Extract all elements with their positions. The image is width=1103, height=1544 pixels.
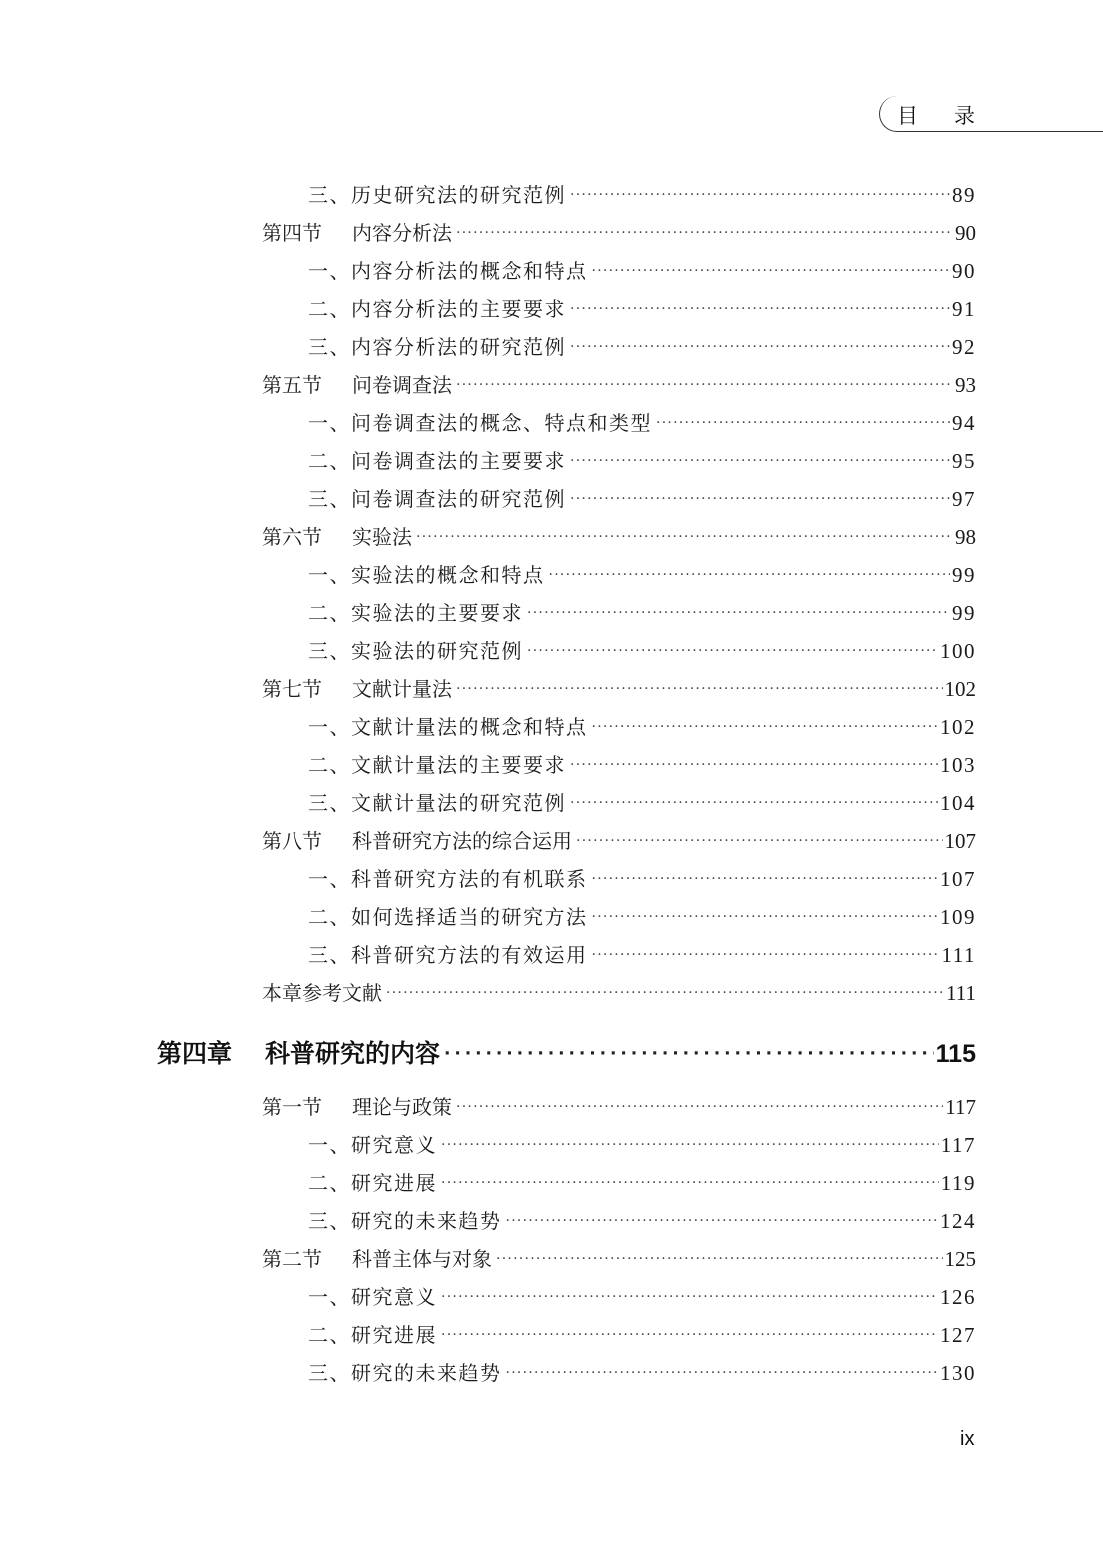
toc-entry-title: 本章参考文献	[262, 981, 382, 1005]
toc-entry-title: 二、问卷调查法的主要要求	[308, 449, 566, 473]
toc-entry-page: 102	[944, 677, 976, 701]
toc-subsection-entry	[308, 898, 976, 936]
toc-entry-title: 三、文献计量法的研究范例	[308, 791, 566, 815]
toc-entry-title: 一、实验法的概念和特点	[308, 563, 545, 587]
dot-leader	[652, 404, 950, 442]
toc-entry-page: 130	[940, 1361, 976, 1385]
toc-entry-title: 内容分析法	[352, 221, 452, 245]
dot-leader	[502, 1354, 939, 1392]
toc-entry-number: 第四节	[262, 221, 322, 245]
toc-entry-page: 117	[940, 1133, 976, 1157]
dot-leader	[412, 518, 953, 556]
toc-subsection-entry	[308, 442, 976, 480]
toc-entry-title: 一、科普研究方法的有机联系	[308, 867, 588, 891]
dot-leader	[566, 746, 938, 784]
toc-subsection-entry	[308, 556, 976, 594]
toc-entry-title: 二、实验法的主要要求	[308, 601, 523, 625]
dot-leader	[588, 252, 951, 290]
toc-section-entry	[262, 974, 976, 1012]
toc-entry-title: 三、研究的未来趋势	[308, 1209, 502, 1233]
toc-entry-title: 科普研究方法的综合运用	[352, 829, 572, 853]
toc-subsection-entry	[308, 1278, 976, 1316]
toc-subsection-entry	[308, 480, 976, 518]
toc-entry-page: 107	[940, 867, 976, 891]
toc-entry-page: 100	[940, 639, 976, 663]
running-header-title: 目录	[897, 104, 1011, 128]
toc-section-entry	[262, 822, 976, 860]
toc-entry-title: 一、研究意义	[308, 1285, 437, 1309]
toc-entry-number: 第八节	[262, 829, 322, 853]
dot-leader	[502, 1202, 939, 1240]
dot-leader	[566, 176, 950, 214]
toc-entry-page: 126	[940, 1285, 976, 1309]
dot-leader	[572, 822, 943, 860]
toc-entry-page: 119	[940, 1171, 976, 1195]
toc-entry-page: 90	[955, 221, 976, 245]
toc-chapter-entry	[157, 1032, 976, 1076]
toc-entry-page: 98	[955, 525, 976, 549]
toc-entry-page: 127	[940, 1323, 976, 1347]
toc-entry-title: 三、历史研究法的研究范例	[308, 183, 566, 207]
dot-leader	[452, 214, 953, 252]
toc-section-entry	[262, 670, 976, 708]
dot-leader	[588, 860, 939, 898]
toc-entry-page: 117	[945, 1095, 976, 1119]
toc-entry-page: 99	[952, 601, 976, 625]
toc-entry-title: 科普研究的内容	[265, 1039, 441, 1068]
toc-subsection-entry	[308, 1164, 976, 1202]
toc-entry-page: 125	[944, 1247, 976, 1271]
toc-entry-title: 二、文献计量法的主要要求	[308, 753, 566, 777]
toc-entry-number: 第一节	[262, 1095, 322, 1119]
dot-leader	[523, 594, 950, 632]
toc-subsection-entry	[308, 328, 976, 366]
dot-leader	[492, 1240, 943, 1278]
toc-subsection-entry	[308, 1354, 976, 1392]
toc-entry-page: 111	[941, 943, 976, 967]
toc-entry-number: 第七节	[262, 677, 322, 701]
dot-leader	[452, 1088, 943, 1126]
toc-entry-page: 115	[935, 1040, 976, 1068]
toc-entry-title: 三、内容分析法的研究范例	[308, 335, 566, 359]
dot-leader	[452, 670, 943, 708]
dot-leader	[437, 1278, 938, 1316]
dot-leader	[566, 442, 950, 480]
toc-subsection-entry	[308, 290, 976, 328]
dot-leader	[437, 1164, 939, 1202]
dot-leader	[523, 632, 938, 670]
toc-entry-page: 107	[944, 829, 976, 853]
toc-subsection-entry	[308, 1202, 976, 1240]
toc-entry-page: 103	[940, 753, 976, 777]
toc-entry-page: 97	[952, 487, 976, 511]
dot-leader	[437, 1126, 939, 1164]
page-number: ix	[960, 1428, 975, 1450]
toc-subsection-entry	[308, 1126, 976, 1164]
dot-leader	[588, 708, 939, 746]
toc-entry-number: 第二节	[262, 1247, 322, 1271]
dot-leader	[566, 480, 950, 518]
toc-entry-title: 实验法	[352, 525, 412, 549]
dot-leader	[566, 290, 950, 328]
toc-entry-title: 三、实验法的研究范例	[308, 639, 523, 663]
toc-subsection-entry	[308, 860, 976, 898]
toc-entry-number: 第四章	[157, 1039, 233, 1068]
toc-subsection-entry	[308, 252, 976, 290]
toc-entry-page: 93	[955, 373, 976, 397]
dot-leader	[440, 1032, 934, 1076]
toc-subsection-entry	[308, 404, 976, 442]
toc-entry-title: 三、科普研究方法的有效运用	[308, 943, 588, 967]
toc-entry-page: 111	[946, 981, 976, 1005]
dot-leader	[588, 898, 939, 936]
toc-entry-number: 第五节	[262, 373, 322, 397]
toc-entry-title: 二、如何选择适当的研究方法	[308, 905, 588, 929]
toc-entry-title: 三、问卷调查法的研究范例	[308, 487, 566, 511]
dot-leader	[566, 328, 950, 366]
dot-leader	[588, 936, 940, 974]
dot-leader	[566, 784, 938, 822]
toc-subsection-entry	[308, 176, 976, 214]
toc-entry-title: 科普主体与对象	[352, 1247, 492, 1271]
toc-section-entry	[262, 214, 976, 252]
toc-entry-page: 94	[952, 411, 976, 435]
dot-leader	[437, 1316, 938, 1354]
toc-section-entry	[262, 366, 976, 404]
toc-subsection-entry	[308, 784, 976, 822]
toc-entry-title: 三、研究的未来趋势	[308, 1361, 502, 1385]
toc-entry-title: 一、研究意义	[308, 1133, 437, 1157]
toc-entry-title: 二、研究进展	[308, 1323, 437, 1347]
toc-entry-title: 一、文献计量法的概念和特点	[308, 715, 588, 739]
toc-subsection-entry	[308, 632, 976, 670]
toc-entry-number: 第六节	[262, 525, 322, 549]
toc-subsection-entry	[308, 936, 976, 974]
toc-entry-page: 95	[952, 449, 976, 473]
toc-entry-page: 91	[952, 297, 976, 321]
toc-entry-page: 90	[952, 259, 976, 283]
toc-subsection-entry	[308, 746, 976, 784]
toc-entry-title: 问卷调查法	[352, 373, 452, 397]
toc-entry-title: 一、问卷调查法的概念、特点和类型	[308, 411, 652, 435]
toc-subsection-entry	[308, 594, 976, 632]
toc-subsection-entry	[308, 1316, 976, 1354]
toc-entry-title: 二、研究进展	[308, 1171, 437, 1195]
toc-section-entry	[262, 518, 976, 556]
toc-entry-page: 102	[940, 715, 976, 739]
toc-entry-title: 文献计量法	[352, 677, 452, 701]
toc-entry-page: 89	[952, 183, 976, 207]
toc-section-entry	[262, 1240, 976, 1278]
toc-entry-title: 一、内容分析法的概念和特点	[308, 259, 588, 283]
toc-entry-page: 92	[952, 335, 976, 359]
dot-leader	[545, 556, 951, 594]
toc-entry-page: 104	[940, 791, 976, 815]
toc-entry-page: 99	[952, 563, 976, 587]
toc-entry-page: 124	[940, 1209, 976, 1233]
dot-leader	[452, 366, 953, 404]
toc-entry-page: 109	[940, 905, 976, 929]
toc-entry-title: 理论与政策	[352, 1095, 452, 1119]
toc-subsection-entry	[308, 708, 976, 746]
toc-entry-title: 二、内容分析法的主要要求	[308, 297, 566, 321]
toc-section-entry	[262, 1088, 976, 1126]
dot-leader	[382, 974, 944, 1012]
